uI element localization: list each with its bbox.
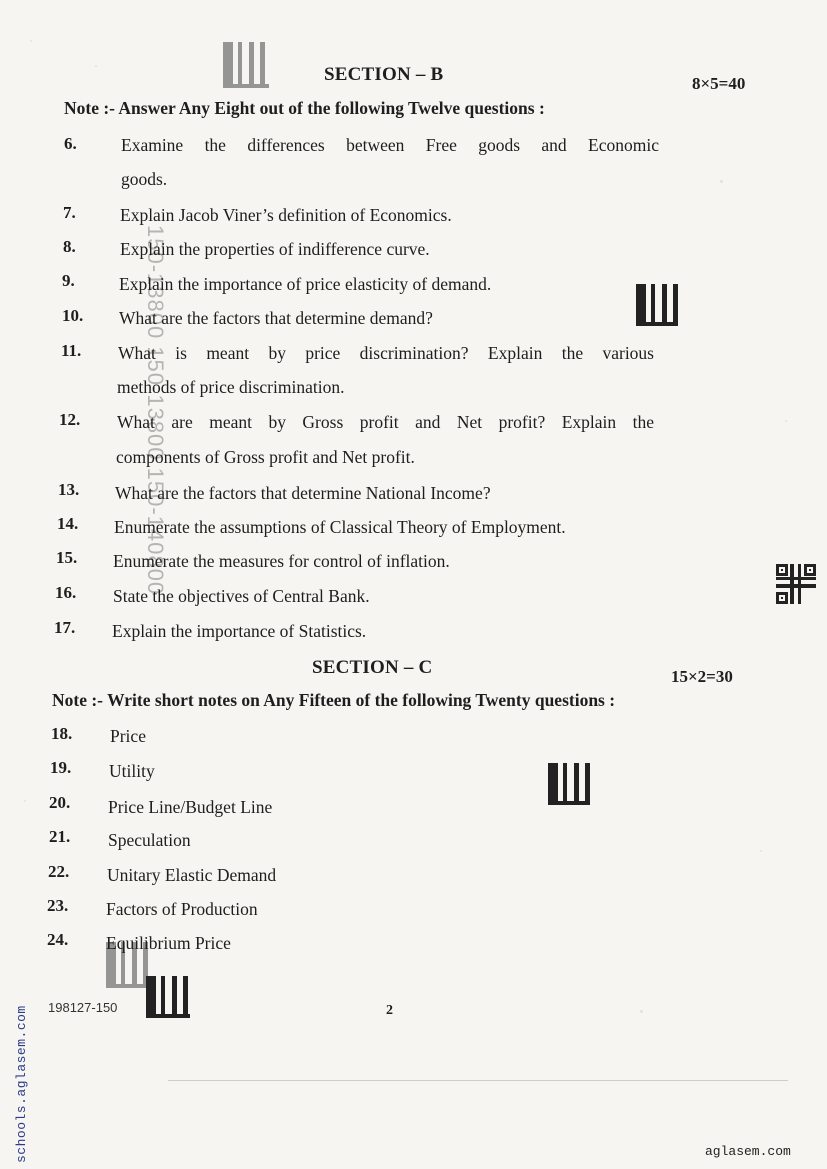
question-number: 21.	[49, 827, 71, 846]
question-number: 18.	[51, 724, 73, 743]
question-number: 10.	[62, 306, 84, 325]
question-number: 19.	[50, 758, 72, 777]
question-number: 12.	[59, 410, 81, 429]
question-text: Factors of Production	[106, 899, 258, 919]
question-number: 23.	[47, 896, 69, 915]
scan-speck	[785, 420, 787, 422]
question-text-continued: methods of price discrimination.	[117, 377, 345, 397]
paper-code: 198127-150	[48, 1000, 118, 1015]
question-text-continued: goods.	[121, 169, 168, 189]
scan-speck	[760, 850, 762, 852]
question-text: Examine the differences between Free goods and Economic	[121, 135, 659, 155]
question-text: What are the factors that determine National Income?	[115, 483, 491, 503]
side-watermark-url: schools.aglasem.com	[14, 1005, 29, 1163]
question-number: 20.	[49, 793, 71, 812]
question-text: What are the factors that determine demand?	[119, 308, 433, 328]
question-number: 8.	[63, 237, 76, 256]
question-number: 14.	[57, 514, 79, 533]
question-number: 15.	[56, 548, 78, 567]
datamatrix-code-icon	[548, 763, 590, 805]
scan-speck	[24, 800, 26, 802]
question-number: 17.	[54, 618, 76, 637]
question-text: Explain Jacob Viner’s definition of Economics.	[120, 205, 452, 225]
footer-rule	[168, 1080, 788, 1081]
question-text: Utility	[109, 761, 155, 781]
question-number: 11.	[61, 341, 82, 360]
paper-serial-stamp: 150-13800 150-13800 150-140800	[143, 225, 168, 596]
datamatrix-code-icon	[636, 284, 678, 326]
scan-speck	[30, 40, 32, 42]
scan-speck	[640, 1010, 643, 1013]
question-text: State the objectives of Central Bank.	[113, 586, 370, 606]
question-number: 7.	[63, 203, 76, 222]
question-number: 9.	[62, 271, 75, 290]
datamatrix-code-icon	[146, 976, 190, 1018]
question-number: 16.	[55, 583, 77, 602]
question-number: 6.	[64, 134, 77, 153]
question-text: What is meant by price discrimination? Explain the various	[118, 343, 654, 363]
section-b-marks: 8×5=40	[692, 74, 746, 93]
section-c-note: Note :- Write short notes on Any Fifteen of the following Twenty questions :	[52, 690, 616, 710]
page-number: 2	[386, 1003, 393, 1018]
question-number: 22.	[48, 862, 70, 881]
question-text: Explain the importance of price elasticity of demand.	[119, 274, 492, 294]
question-text: Explain the properties of indifference curve.	[120, 239, 430, 259]
question-text: Equilibrium Price	[106, 933, 231, 953]
question-text: Price	[110, 726, 146, 746]
section-b-note: Note :- Answer Any Eight out of the following Twelve questions :	[64, 98, 545, 118]
section-c-title: SECTION – C	[312, 657, 433, 678]
section-c-marks: 15×2=30	[671, 667, 733, 686]
question-text: Explain the importance of Statistics.	[112, 621, 367, 641]
section-b-title: SECTION – B	[324, 64, 444, 85]
question-number: 13.	[58, 480, 80, 499]
question-text: What are meant by Gross profit and Net profit? Explain the	[117, 412, 654, 432]
question-text: Enumerate the assumptions of Classical Theory of Employment.	[114, 517, 566, 537]
question-text: Price Line/Budget Line	[108, 797, 273, 817]
question-text: Unitary Elastic Demand	[107, 865, 277, 885]
question-text: Enumerate the measures for control of inflation.	[113, 551, 450, 571]
question-text-continued: components of Gross profit and Net profit.	[116, 447, 415, 467]
scan-speck	[720, 180, 723, 183]
scan-speck	[95, 65, 97, 67]
site-watermark-url: aglasem.com	[705, 1144, 791, 1159]
question-number: 24.	[47, 930, 69, 949]
qr-code-icon	[776, 564, 816, 604]
question-text: Speculation	[108, 830, 191, 850]
datamatrix-code-icon	[223, 42, 269, 88]
